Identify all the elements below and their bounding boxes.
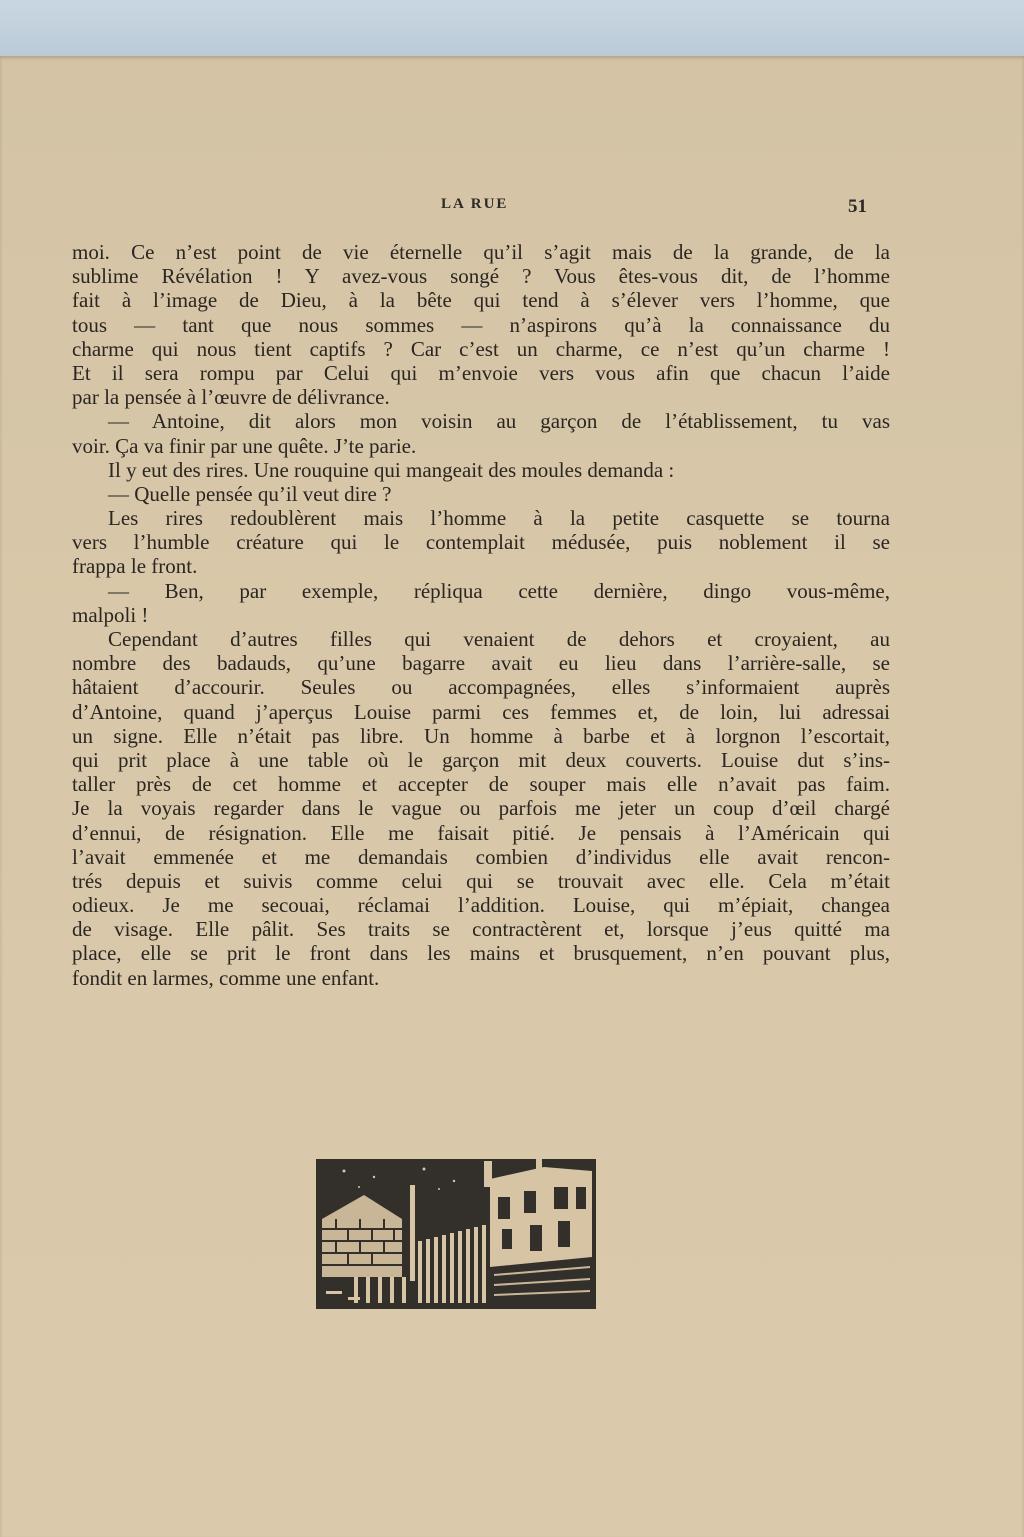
text-line: frappa le front. <box>72 554 198 579</box>
text-line: charme qui nous tient captifs ? Car c’est un charme, ce n’est qu’un charme ! <box>72 336 890 361</box>
text-line: — Antoine, dit alors mon voisin au garçon de l’établissement, tu vas <box>108 409 890 434</box>
text-line: qui prit place à une table où le garçon mit deux couverts. Louise dut s’ins- <box>72 747 890 772</box>
text-line: d’ennui, de résignation. Elle me faisait pitié. Je pensais à l’Américain qui <box>72 820 890 845</box>
text-line: trés depuis et suivis comme celui qui se trouvait avec elle. Cela m’était <box>72 868 890 893</box>
text-line: un signe. Elle n’était pas libre. Un homme à barbe et à lorgnon l’escortait, <box>72 723 890 748</box>
text-line: odieux. Je me secouai, réclamai l’addition. Louise, qui m’épiait, changea <box>72 893 890 918</box>
running-title: LA RUE <box>441 196 509 212</box>
text-line: Cependant d’autres filles qui venaient de dehors et croyaient, au <box>108 627 890 651</box>
text-line: Les rires redoublèrent mais l’homme à la petite casquette se tourna <box>108 506 890 531</box>
text-line: fondit en larmes, comme une enfant. <box>72 965 380 990</box>
text-line: de visage. Elle pâlit. Ses traits se contractèrent et, lorsque j’eus quitté ma <box>72 917 890 942</box>
text-line: malpoli ! <box>72 602 149 627</box>
page-number: 51 <box>848 196 867 217</box>
text-line: voir. Ça va finir par une quête. J’te parie. <box>72 433 417 458</box>
text-line: Il y eut des rires. Une rouquine qui mangeait des moules demanda : <box>108 457 675 482</box>
text-line: d’Antoine, quand j’aperçus Louise parmi ces femmes et, de loin, lui adressai <box>72 699 890 724</box>
text-line: hâtaient d’accourir. Seules ou accompagnées, elles s’informaient auprès <box>72 675 890 700</box>
text-line: — Ben, par exemple, répliqua cette dernière, dingo vous-même, <box>108 578 890 603</box>
text-line: taller près de cet homme et accepter de souper mais elle n’avait pas faim. <box>72 772 890 797</box>
text-line: — Quelle pensée qu’il veut dire ? <box>108 481 392 506</box>
text-line: place, elle se prit le front dans les mains et brusquement, n’en pouvant plus, <box>72 941 890 966</box>
text-line: fait à l’image de Dieu, à la bête qui tend à s’élever vers l’homme, que <box>72 288 890 313</box>
text-line: Et il sera rompu par Celui qui m’envoie vers vous afin que chacun l’aide <box>72 360 890 385</box>
text-line: tous — tant que nous sommes — n’aspirons qu’à la connaissance du <box>72 312 890 337</box>
text-line: par la pensée à l’œuvre de délivrance. <box>72 385 390 410</box>
text-line: sublime Révélation ! Y avez-vous songé ? Vous êtes-vous dit, de l’homme <box>72 264 890 289</box>
text-line: Je la voyais regarder dans le vague ou parfois me jeter un coup d’œil chargé <box>72 796 890 821</box>
text-line: nombre des badauds, qu’une bagarre avait eu lieu dans l’arrière-salle, se <box>72 651 890 676</box>
body-text <box>72 240 890 990</box>
text-line: l’avait emmenée et me demandais combien d’individus elle avait rencon- <box>72 844 890 869</box>
woodcut-street-scene-icon <box>314 1157 598 1311</box>
text-line: moi. Ce n’est point de vie éternelle qu’il s’agit mais de la grande, de la <box>72 240 890 264</box>
text-line: vers l’humble créature qui le contemplait médusée, puis noblement il se <box>72 530 890 555</box>
